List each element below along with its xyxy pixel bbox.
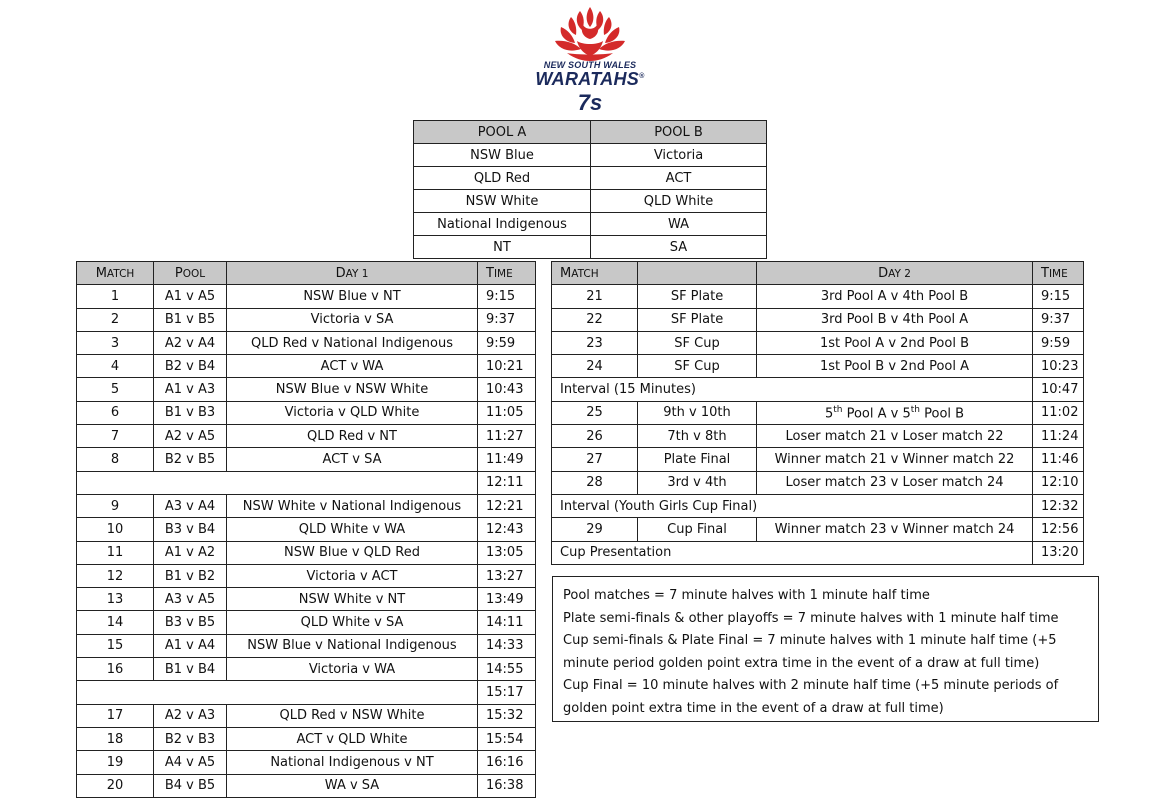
day1-game: QLD White v SA [227,611,478,634]
day2-match-number: 28 [552,471,638,494]
day1-time: 12:21 [478,494,536,517]
day1-match-number: 4 [77,355,154,378]
day1-game: NSW Blue v QLD Red [227,541,478,564]
pool-row [414,213,767,236]
day1-game: ACT v SA [227,448,478,471]
day2-match-number: 25 [552,401,638,424]
day2-match-number: 24 [552,355,638,378]
day1-break-time: 12:11 [478,471,536,494]
day1-pool-fixture: A2 v A3 [154,704,227,727]
pool-a-team: National Indigenous [414,213,591,236]
day1-pool-fixture: A2 v A4 [154,331,227,354]
game-sup: th [833,404,843,415]
day1-time: 9:15 [478,285,536,308]
day1-match-row [77,494,536,517]
day2-stage: SF Cup [638,355,757,378]
day2-match-row [552,471,1084,494]
day1-pool-fixture: B4 v B5 [154,774,227,797]
day1-game: Victoria v SA [227,308,478,331]
day1-time: 10:43 [478,378,536,401]
pool-a-team: NT [414,236,591,259]
day1-time: 11:27 [478,425,536,448]
day1-pool-fixture: B2 v B3 [154,727,227,750]
day1-pool-fixture: B2 v B4 [154,355,227,378]
day1-match-row [77,378,536,401]
day1-match-row [77,541,536,564]
day1-match-number: 6 [77,401,154,424]
day2-match-number: 27 [552,448,638,471]
day1-match-number: 12 [77,564,154,587]
day2-header-row [552,262,1084,285]
pool-b-team: WA [591,213,767,236]
day2-interval-label: Interval (15 Minutes) [552,378,1033,401]
day2-interval-row [552,494,1084,517]
day1-game: NSW White v National Indigenous [227,494,478,517]
day1-time: 11:05 [478,401,536,424]
day1-pool-fixture: A1 v A4 [154,634,227,657]
day1-break-time: 15:17 [478,681,536,704]
pool-b-team: ACT [591,167,767,190]
day1-game: WA v SA [227,774,478,797]
day2-match-row [552,331,1084,354]
day2-interval-time: 10:47 [1033,378,1084,401]
day1-pool-fixture: B1 v B5 [154,308,227,331]
day1-time: 13:49 [478,588,536,611]
pool-row [414,190,767,213]
day1-game: National Indigenous v NT [227,751,478,774]
day2-interval-time: 12:32 [1033,494,1084,517]
day1-match-row [77,518,536,541]
day2-time: 12:10 [1033,471,1084,494]
day1-break-row [77,471,536,494]
rule-note: Pool matches = 7 minute halves with 1 minute half time [563,588,930,603]
day1-time: 13:05 [478,541,536,564]
day1-pool-fixture: B1 v B4 [154,658,227,681]
day1-time: 9:37 [478,308,536,331]
day1-time: 15:54 [478,727,536,750]
pool-header-row [414,121,767,144]
day1-pool-fixture: A1 v A5 [154,285,227,308]
day2-match-row [552,425,1084,448]
day1-time: 12:43 [478,518,536,541]
day1-pool-fixture: A3 v A5 [154,588,227,611]
day1-break-row [77,681,536,704]
day1-match-row [77,448,536,471]
day1-match-row [77,285,536,308]
day2-time: 10:23 [1033,355,1084,378]
day2-interval-label: Cup Presentation [552,541,1033,564]
day2-stage: Cup Final [638,518,757,541]
day1-pool-fixture: B1 v B3 [154,401,227,424]
day2-time: 11:24 [1033,425,1084,448]
day1-time-header: TIME [478,262,536,285]
day2-interval-time: 13:20 [1033,541,1084,564]
day1-game: NSW Blue v NT [227,285,478,308]
day1-match-row [77,751,536,774]
day2-game: 3rd Pool A v 4th Pool B [757,285,1033,308]
day1-time: 14:33 [478,634,536,657]
day1-match-number: 10 [77,518,154,541]
day1-pool-fixture: B3 v B5 [154,611,227,634]
day1-match-row [77,564,536,587]
day1-time: 11:49 [478,448,536,471]
day2-time: 9:15 [1033,285,1084,308]
day1-pool-fixture: B1 v B2 [154,564,227,587]
day1-schedule-table [76,261,536,798]
day2-time: 9:37 [1033,308,1084,331]
day2-schedule-table [551,261,1084,565]
day1-game: QLD White v WA [227,518,478,541]
day2-stage: SF Plate [638,308,757,331]
day2-match-number: 23 [552,331,638,354]
day2-game: 3rd Pool B v 4th Pool A [757,308,1033,331]
day2-stage: SF Plate [638,285,757,308]
day1-match-number: 14 [77,611,154,634]
day1-pool-fixture: B3 v B4 [154,518,227,541]
day1-pool-fixture: A2 v A5 [154,425,227,448]
day1-games-header: DAY 1 [227,262,478,285]
day1-time: 14:55 [478,658,536,681]
rules-notes-box [552,576,1099,722]
day2-match-row [552,518,1084,541]
day2-interval-row [552,378,1084,401]
day1-pool-fixture: A3 v A4 [154,494,227,517]
day2-stage: 3rd v 4th [638,471,757,494]
day1-match-row [77,308,536,331]
day1-game: Victoria v QLD White [227,401,478,424]
day1-time: 16:38 [478,774,536,797]
day1-time: 13:27 [478,564,536,587]
day2-games-header: DAY 2 [757,262,1033,285]
day1-match-row [77,658,536,681]
day1-time: 15:32 [478,704,536,727]
pool-row [414,236,767,259]
day1-break-spacer [77,471,478,494]
day1-match-row [77,355,536,378]
day2-game: Loser match 21 v Loser match 22 [757,425,1033,448]
day1-time: 14:11 [478,611,536,634]
day1-match-row [77,611,536,634]
pool-b-header: POOL B [591,121,767,144]
day1-match-number: 11 [77,541,154,564]
day1-game: ACT v QLD White [227,727,478,750]
day1-header-row [77,262,536,285]
game-sup: th [910,404,920,415]
day2-stage: 9th v 10th [638,401,757,424]
day1-match-number: 3 [77,331,154,354]
pool-b-team: Victoria [591,144,767,167]
pool-table [413,120,767,259]
day1-game: NSW White v NT [227,588,478,611]
day1-match-row [77,634,536,657]
game-part: Pool B [919,406,965,422]
game-part: 5 [824,406,834,422]
day1-time: 10:21 [478,355,536,378]
day2-game: 1st Pool A v 2nd Pool B [757,331,1033,354]
day1-match-row [77,401,536,424]
day2-stage: Plate Final [638,448,757,471]
day2-game: Loser match 23 v Loser match 24 [757,471,1033,494]
day1-game: Victoria v ACT [227,564,478,587]
day2-game: Winner match 23 v Winner match 24 [757,518,1033,541]
day2-match-header: MATCH [552,262,638,285]
day2-time: 11:46 [1033,448,1084,471]
day2-match-row [552,448,1084,471]
day1-match-number: 5 [77,378,154,401]
day2-match-number: 22 [552,308,638,331]
waratahs-logo [520,0,660,118]
day1-match-number: 17 [77,704,154,727]
day1-time: 9:59 [478,331,536,354]
day2-game [757,401,1033,424]
day2-time: 11:02 [1033,401,1084,424]
logo-line-2: WARATAHS® [535,69,645,89]
day1-match-row [77,588,536,611]
day1-game: ACT v WA [227,355,478,378]
logo-line-1: NEW SOUTH WALES [543,60,637,70]
day1-pool-header: POOL [154,262,227,285]
day1-match-row [77,727,536,750]
day1-match-number: 20 [77,774,154,797]
pool-row [414,167,767,190]
day1-match-header: MATCH [77,262,154,285]
day1-match-number: 19 [77,751,154,774]
day1-game: Victoria v WA [227,658,478,681]
day2-interval-row [552,541,1084,564]
day2-match-number: 26 [552,425,638,448]
day1-match-number: 9 [77,494,154,517]
day2-match-number: 29 [552,518,638,541]
pool-a-header: POOL A [414,121,591,144]
pool-b-team: SA [591,236,767,259]
day1-game: NSW Blue v National Indigenous [227,634,478,657]
day1-pool-fixture: A1 v A3 [154,378,227,401]
day1-match-row [77,425,536,448]
day1-match-number: 16 [77,658,154,681]
day1-game: QLD Red v National Indigenous [227,331,478,354]
day1-game: NSW Blue v NSW White [227,378,478,401]
day2-game: Winner match 21 v Winner match 22 [757,448,1033,471]
logo-line-3: 7s [577,90,603,115]
day1-match-row [77,774,536,797]
day2-match-number: 21 [552,285,638,308]
day2-match-row [552,401,1084,424]
rule-note: Cup semi-finals & Plate Final = 7 minute halves with 1 minute half time (+5 minute period golden point extra time in the event of a draw at full time) [563,633,1057,671]
day2-time-header: TIME [1033,262,1084,285]
day1-game: QLD Red v NSW White [227,704,478,727]
pool-b-team: QLD White [591,190,767,213]
day2-time: 12:56 [1033,518,1084,541]
pool-a-team: NSW Blue [414,144,591,167]
day1-match-number: 2 [77,308,154,331]
day2-match-row [552,355,1084,378]
day2-game: 1st Pool B v 2nd Pool A [757,355,1033,378]
waratah-flower-icon [553,5,627,63]
day1-match-number: 15 [77,634,154,657]
rule-note: Plate semi-finals & other playoffs = 7 minute halves with 1 minute half time [563,610,1059,626]
day1-match-number: 1 [77,285,154,308]
rule-note: Cup Final = 10 minute halves with 2 minute half time (+5 minute periods of golden point extra time in the event of a draw at full time) [563,678,1059,716]
day2-stage: 7th v 8th [638,425,757,448]
day1-game: QLD Red v NT [227,425,478,448]
day2-stage: SF Cup [638,331,757,354]
day1-time: 16:16 [478,751,536,774]
day2-time: 9:59 [1033,331,1084,354]
day2-match-row [552,308,1084,331]
day1-break-spacer [77,681,478,704]
pool-a-team: NSW White [414,190,591,213]
day1-pool-fixture: B2 v B5 [154,448,227,471]
day1-match-number: 18 [77,727,154,750]
day2-match-row [552,285,1084,308]
day1-pool-fixture: A1 v A2 [154,541,227,564]
day2-stage-header [638,262,757,285]
day1-match-row [77,331,536,354]
day1-match-row [77,704,536,727]
day1-match-number: 8 [77,448,154,471]
day2-interval-label: Interval (Youth Girls Cup Final) [552,494,1033,517]
day1-pool-fixture: A4 v A5 [154,751,227,774]
day1-match-number: 7 [77,425,154,448]
pool-row [414,144,767,167]
pool-a-team: QLD Red [414,167,591,190]
day1-match-number: 13 [77,588,154,611]
game-part: Pool A v 5 [842,406,911,422]
